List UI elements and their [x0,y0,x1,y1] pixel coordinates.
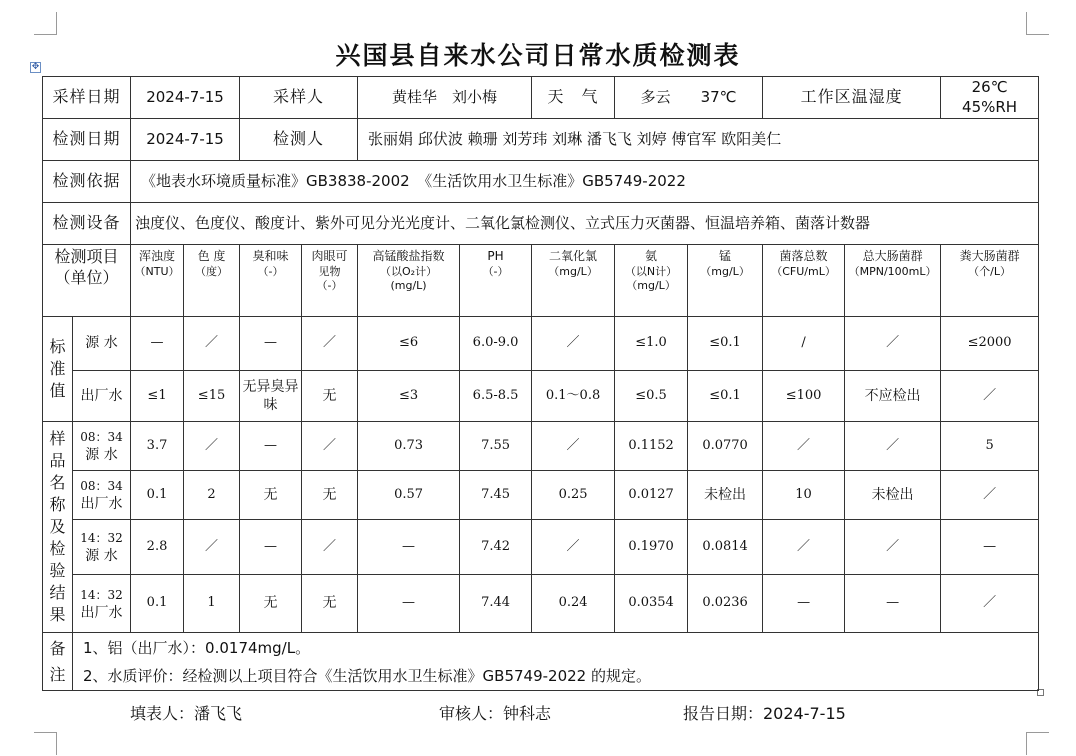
standard-value-cell[interactable]: — [131,317,184,371]
sample-group-char: 称 [49,495,66,514]
sample-row [43,422,1039,471]
sample-value-cell[interactable]: 0.0354 [615,575,688,633]
weather-label: 天 气 [532,77,615,119]
standard-group-char: 准 [49,359,66,378]
sample-value-cell[interactable]: 无 [302,471,358,520]
parameter-header-line: （度） [195,264,229,278]
standard-value-cell[interactable]: 不应检出 [845,371,941,422]
parameter-header-cell [184,245,240,317]
sample-row [43,520,1039,575]
parameter-header-label [43,245,131,317]
water-quality-table [42,76,1039,691]
equipment-label: 检测设备 [43,203,131,245]
standard-value-cell[interactable]: ／ [184,317,240,371]
parameter-header-cell [240,245,302,317]
standard-value-cell[interactable]: ≤1 [131,371,184,422]
sample-value-cell[interactable]: 7.55 [460,422,532,471]
sample-value-cell[interactable]: 7.42 [460,520,532,575]
report-date: 报告日期：2024-7-15 [683,704,846,723]
sample-group-char: 验 [49,561,66,580]
sample-group-char: 及 [49,517,66,536]
parameter-header-line: 色 度 [197,249,226,263]
standard-value-cell[interactable]: 6.0-9.0 [460,317,532,371]
sample-group-label [43,422,73,633]
standard-value-cell[interactable]: ≤6 [358,317,460,371]
parameter-header-line1: 检测项目 [54,247,119,266]
reviewer-signature: 审核人：钟科志 [439,704,552,723]
parameter-header-line2: （单位） [54,267,119,287]
parameter-header-line: 浑浊度 [139,249,176,263]
parameter-header-line: （-） [482,264,509,278]
standard-value-cell[interactable]: ／ [941,371,1039,422]
parameter-header-cell [460,245,532,317]
sample-value-cell[interactable]: ／ [184,520,240,575]
note-line-2: 2、水质评价：经检测以上项目符合《生活饮用水卫生标准》GB5749-2022 的规定。 [83,666,651,685]
sample-row-label [73,520,131,575]
humidity-value[interactable]: 26℃ 45%RH [941,77,1039,119]
sample-value-cell[interactable]: 2 [184,471,240,520]
sample-time: 08：34 [80,479,123,493]
standard-value-cell[interactable]: ≤3 [358,371,460,422]
sample-type: 出厂水 [80,496,123,512]
sample-value-cell[interactable]: — [358,575,460,633]
parameter-header-cell [941,245,1039,317]
test-date-value[interactable]: 2024-7-15 [131,119,240,161]
standard-value-cell[interactable]: 无 [302,371,358,422]
sample-value-cell[interactable]: ／ [845,520,941,575]
basis-label: 检测依据 [43,161,131,203]
sample-value-cell[interactable]: 无 [302,575,358,633]
sample-value-cell[interactable]: ／ [941,575,1039,633]
sampler-value[interactable]: 黄桂华 刘小梅 [358,77,532,119]
standard-value-cell[interactable]: ≤0.1 [688,371,763,422]
sample-value-cell[interactable]: 0.73 [358,422,460,471]
parameter-header-line: 二氧化氯 [549,249,598,263]
sample-value-cell[interactable]: 0.1970 [615,520,688,575]
sample-date-value[interactable]: 2024-7-15 [131,77,240,119]
parameter-header-line: （NTU） [134,264,180,278]
parameter-header-cell [763,245,845,317]
standard-value-cell[interactable]: 无异臭异味 [240,371,302,422]
parameter-header-line: 氨 [645,249,658,263]
page-corner-mark-bottom-right [1026,732,1049,755]
sample-value-cell[interactable]: 0.1 [131,575,184,633]
sample-row-label [73,422,131,471]
parameter-header-line: （以O₂计） [380,264,438,278]
weather-value[interactable]: 多云 37℃ [615,77,763,119]
sampler-label: 采样人 [240,77,358,119]
sample-value-cell[interactable]: 0.1 [131,471,184,520]
standard-row-label: 出厂水 [73,371,131,422]
parameter-header-line: 肉眼可 [311,249,348,263]
standard-value-cell[interactable]: ≤0.1 [688,317,763,371]
test-date-label: 检测日期 [43,119,131,161]
parameter-header-cell [358,245,460,317]
page-corner-mark-top-left [34,12,57,35]
sample-time: 14：32 [80,587,123,602]
parameter-header-line: （CFU/mL） [771,264,836,278]
parameter-header-line: （MPN/100mL） [848,264,937,278]
parameter-header-cell [532,245,615,317]
parameter-header-line: 臭和味 [252,249,289,263]
document-title: 兴国县自来水公司日常水质检测表 [335,41,741,70]
sample-value-cell[interactable]: ／ [302,422,358,471]
standard-group-char: 标 [49,337,66,356]
sample-type: 出厂水 [80,604,123,621]
sample-value-cell[interactable]: 2.8 [131,520,184,575]
sample-value-cell[interactable]: ／ [532,422,615,471]
sample-value-cell[interactable]: 未检出 [688,471,763,520]
parameter-header-line: （-） [316,278,343,292]
note-line-1: 1、铝（出厂水）：0.0174mg/L。 [83,638,311,657]
standard-value-cell[interactable]: ／ [532,317,615,371]
sample-group-char: 果 [49,605,66,624]
sample-value-cell[interactable]: ／ [184,422,240,471]
sample-group-char: 检 [49,539,66,558]
parameter-header-cell [302,245,358,317]
basis-value[interactable]: 《地表水环境质量标准》GB3838-2002 《生活饮用水卫生标准》GB5749-2022 [131,161,1039,203]
sample-value-cell[interactable]: — [845,575,941,633]
standard-row [43,317,1039,371]
sample-value-cell[interactable]: 0.0127 [615,471,688,520]
sample-group-char: 结 [49,583,66,602]
filler-signature: 填表人：潘飞飞 [130,704,243,723]
parameter-header-line: （个/L） [968,264,1011,278]
sample-value-cell[interactable]: 0.0770 [688,422,763,471]
sample-time: 14：32 [80,531,123,545]
standard-value-cell[interactable]: 0.1～0.8 [532,371,615,422]
sample-value-cell[interactable]: ／ [532,520,615,575]
table-move-handle-icon[interactable]: ✥ [31,62,40,72]
page-corner-mark-bottom-left [34,732,57,755]
parameter-header-line: 见物 [318,264,341,278]
sample-value-cell[interactable]: 0.25 [532,471,615,520]
notes-label [43,633,73,691]
sample-time: 08：34 [80,430,123,444]
sampling-info-row [43,77,1039,119]
sample-group-char: 样 [49,429,66,448]
standard-value-cell[interactable]: ／ [845,317,941,371]
sample-value-cell[interactable]: 1 [184,575,240,633]
standard-row-label: 源 水 [73,317,131,371]
sample-value-cell[interactable]: 7.44 [460,575,532,633]
standard-value-cell[interactable]: ≤100 [763,371,845,422]
sample-group-char: 名 [49,473,66,492]
sample-type: 源 水 [85,447,118,463]
notes-content[interactable] [73,633,1039,691]
sample-value-cell[interactable]: 5 [941,422,1039,471]
parameter-header-line: （mg/L） [626,278,676,292]
parameter-header-line: 总大肠菌群 [862,249,923,263]
sample-value-cell[interactable]: — [240,520,302,575]
sample-value-cell[interactable]: — [358,520,460,575]
sample-value-cell[interactable]: ／ [941,471,1039,520]
parameter-header-cell [845,245,941,317]
page-corner-mark-top-right [1026,12,1049,35]
testers-value[interactable]: 张丽娟 邱伏波 赖珊 刘芳玮 刘琳 潘飞飞 刘婷 傅官军 欧阳美仁 [358,119,1039,161]
equipment-row [43,203,1039,245]
standard-group-char: 值 [49,381,66,400]
standard-group-label [43,317,73,422]
notes-label-char: 备 [49,638,66,658]
sample-type: 源 水 [85,548,118,564]
sample-date-label: 采样日期 [43,77,131,119]
standard-value-cell[interactable]: 6.5-8.5 [460,371,532,422]
sample-value-cell[interactable]: 3.7 [131,422,184,471]
sample-value-cell[interactable]: 0.1152 [615,422,688,471]
standard-value-cell[interactable]: ≤1.0 [615,317,688,371]
sample-value-cell[interactable]: 无 [240,575,302,633]
sample-value-cell[interactable]: — [240,422,302,471]
parameter-header-line: 高锰酸盐指数 [372,249,445,263]
equipment-value[interactable]: 浊度仪、色度仪、酸度计、紫外可见分光光度计、二氧化氯检测仪、立式压力灭菌器、恒温培养箱、菌落计数器 [131,203,1039,245]
sample-value-cell[interactable]: 未检出 [845,471,941,520]
sample-value-cell[interactable]: ／ [763,422,845,471]
sample-value-cell[interactable]: ／ [302,520,358,575]
parameter-header-line: 菌落总数 [779,249,828,263]
parameter-header-line: (mg/L) [390,278,427,292]
sample-row-label [73,575,131,633]
parameter-header-line: 锰 [719,249,732,263]
standard-value-cell[interactable]: ／ [302,317,358,371]
sample-value-cell[interactable]: 7.45 [460,471,532,520]
notes-row [43,633,1039,691]
sample-value-cell[interactable]: 0.0236 [688,575,763,633]
sample-value-cell[interactable]: 0.57 [358,471,460,520]
sample-value-cell[interactable]: ／ [763,520,845,575]
sample-value-cell[interactable]: 无 [240,471,302,520]
parameter-header-line: PH [487,249,504,263]
parameter-header-line: 粪大肠菌群 [959,249,1020,263]
tester-label: 检测人 [240,119,358,161]
parameter-header-line: （mg/L） [548,264,598,278]
standard-value-cell[interactable]: ≤15 [184,371,240,422]
sample-value-cell[interactable]: 0.0814 [688,520,763,575]
standard-value-cell[interactable]: ≤2000 [941,317,1039,371]
sample-row-label [73,471,131,520]
parameter-header-line: （以N计） [624,264,678,278]
parameter-header-cell [131,245,184,317]
notes-label-char: 注 [49,664,66,684]
standard-value-cell[interactable]: / [763,317,845,371]
sample-value-cell[interactable]: 10 [763,471,845,520]
parameter-header-row [43,245,1039,317]
parameter-header-cell [615,245,688,317]
testing-info-row [43,119,1039,161]
standard-value-cell[interactable]: ≤0.5 [615,371,688,422]
humidity-label: 工作区温湿度 [763,77,941,119]
parameter-header-line: （mg/L） [700,264,750,278]
standard-row [43,371,1039,422]
parameter-header-line: （-） [257,264,284,278]
basis-row [43,161,1039,203]
sample-group-char: 品 [49,451,66,470]
sample-value-cell[interactable]: 0.24 [532,575,615,633]
standard-value-cell[interactable]: — [240,317,302,371]
parameter-header-cell [688,245,763,317]
sample-value-cell[interactable]: — [763,575,845,633]
sample-value-cell[interactable]: — [941,520,1039,575]
sample-row [43,575,1039,633]
sample-value-cell[interactable]: ／ [845,422,941,471]
sample-row [43,471,1039,520]
